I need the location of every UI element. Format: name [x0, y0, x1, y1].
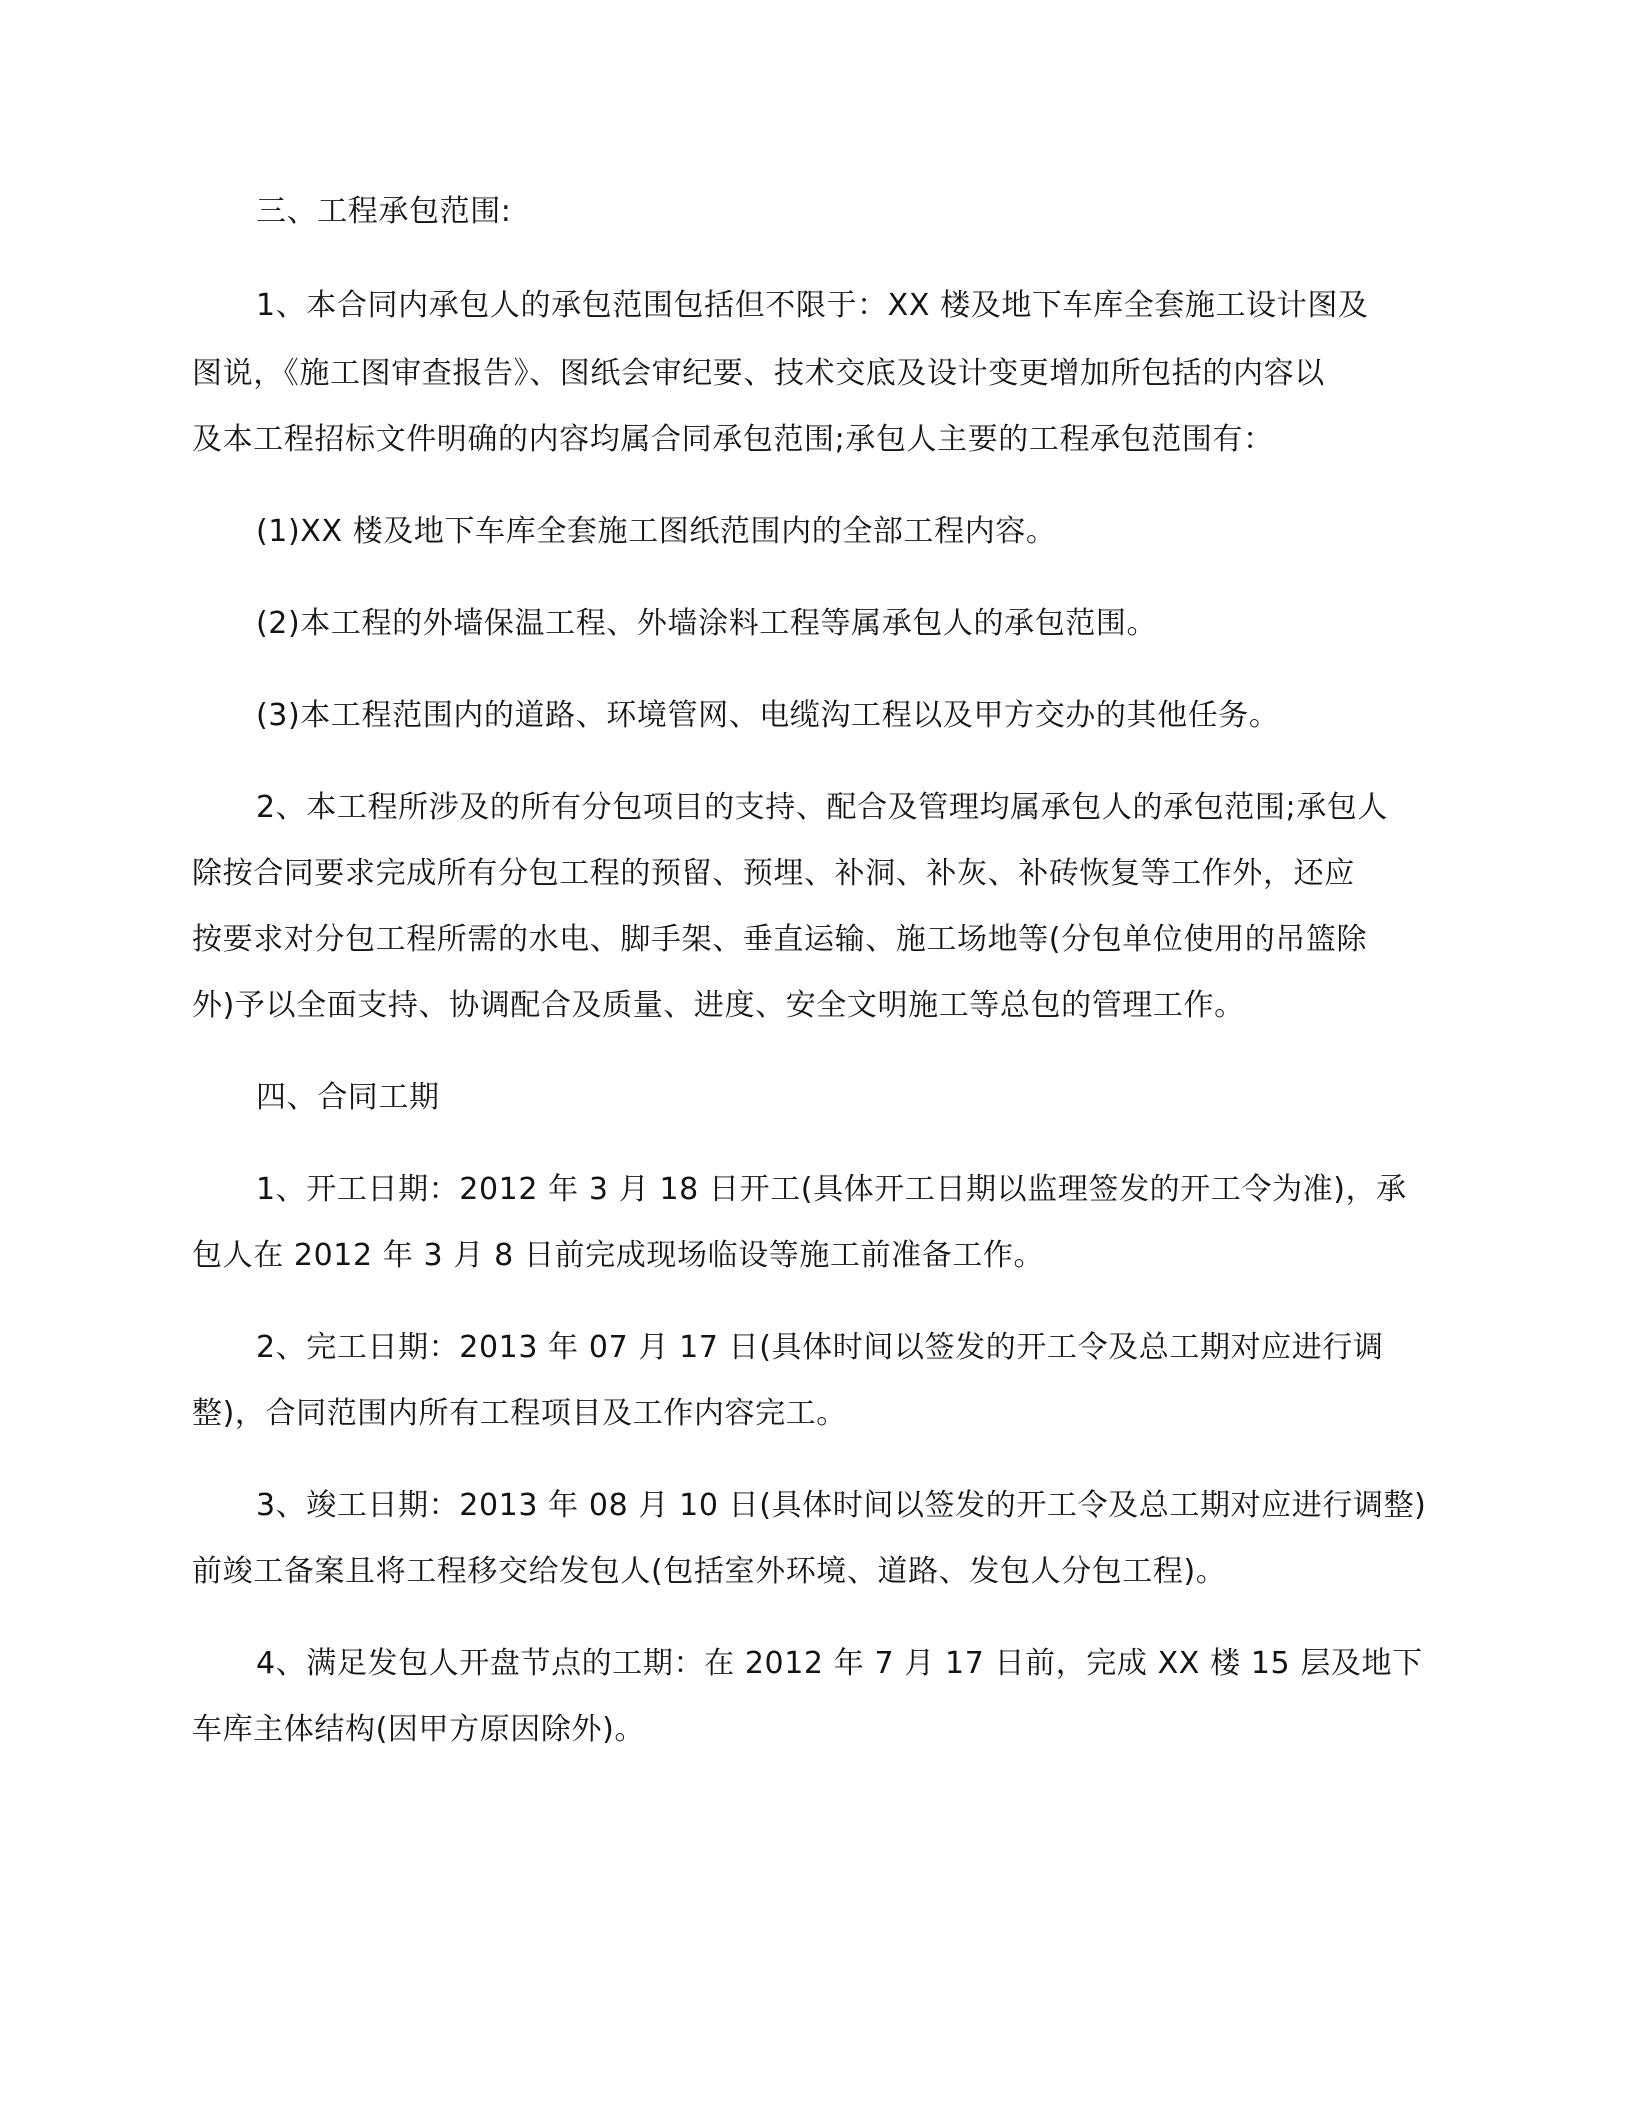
paragraph-line: 按要求对分包工程所需的水电、脚手架、垂直运输、施工场地等(分包单位使用的吊篮除	[192, 922, 1368, 957]
list-item: (3)本工程范围内的道路、环境管网、电缆沟工程以及甲方交办的其他任务。	[256, 698, 1280, 733]
paragraph-line: 1、本合同内承包人的承包范围包括但不限于：XX 楼及地下车库全套施工设计图及	[256, 288, 1369, 323]
paragraph-line: 图说，《施工图审查报告》、图纸会审纪要、技术交底及设计变更增加所包括的内容以	[192, 356, 1325, 391]
paragraph-line: 及本工程招标文件明确的内容均属合同承包范围;承包人主要的工程承包范围有：	[192, 422, 1274, 457]
section-heading-duration: 四、合同工期	[256, 1080, 440, 1115]
paragraph-line: 前竣工备案且将工程移交给发包人(包括室外环境、道路、发包人分包工程)。	[192, 1554, 1227, 1589]
paragraph-line: 车库主体结构(因甲方原因除外)。	[192, 1712, 646, 1747]
list-item: (2)本工程的外墙保温工程、外墙涂料工程等属承包人的承包范围。	[256, 606, 1158, 641]
paragraph-line: 2、本工程所涉及的所有分包项目的支持、配合及管理均属承包人的承包范围;承包人	[256, 790, 1388, 825]
paragraph-line: 2、完工日期：2013 年 07 月 17 日(具体时间以签发的开工令及总工期对应进行调	[256, 1330, 1384, 1365]
paragraph-line: 包人在 2012 年 3 月 8 日前完成现场临设等施工前准备工作。	[192, 1238, 1045, 1273]
paragraph-line: 除按合同要求完成所有分包工程的预留、预埋、补洞、补灰、补砖恢复等工作外，还应	[192, 856, 1355, 891]
paragraph-line: 1、开工日期：2012 年 3 月 18 日开工(具体开工日期以监理签发的开工令为准)，承	[256, 1172, 1407, 1207]
paragraph-line: 整)，合同范围内所有工程项目及工作内容完工。	[192, 1396, 847, 1431]
paragraph-line: 4、满足发包人开盘节点的工期：在 2012 年 7 月 17 日前，完成 XX 楼 15 层及地下	[256, 1646, 1423, 1681]
section-heading-scope: 三、工程承包范围:	[256, 194, 512, 229]
list-item: (1)XX 楼及地下车库全套施工图纸范围内的全部工程内容。	[256, 514, 1057, 549]
paragraph-line: 外)予以全面支持、协调配合及质量、进度、安全文明施工等总包的管理工作。	[192, 988, 1245, 1023]
paragraph-line: 3、竣工日期：2013 年 08 月 10 日(具体时间以签发的开工令及总工期对应进行调整)	[256, 1488, 1427, 1523]
